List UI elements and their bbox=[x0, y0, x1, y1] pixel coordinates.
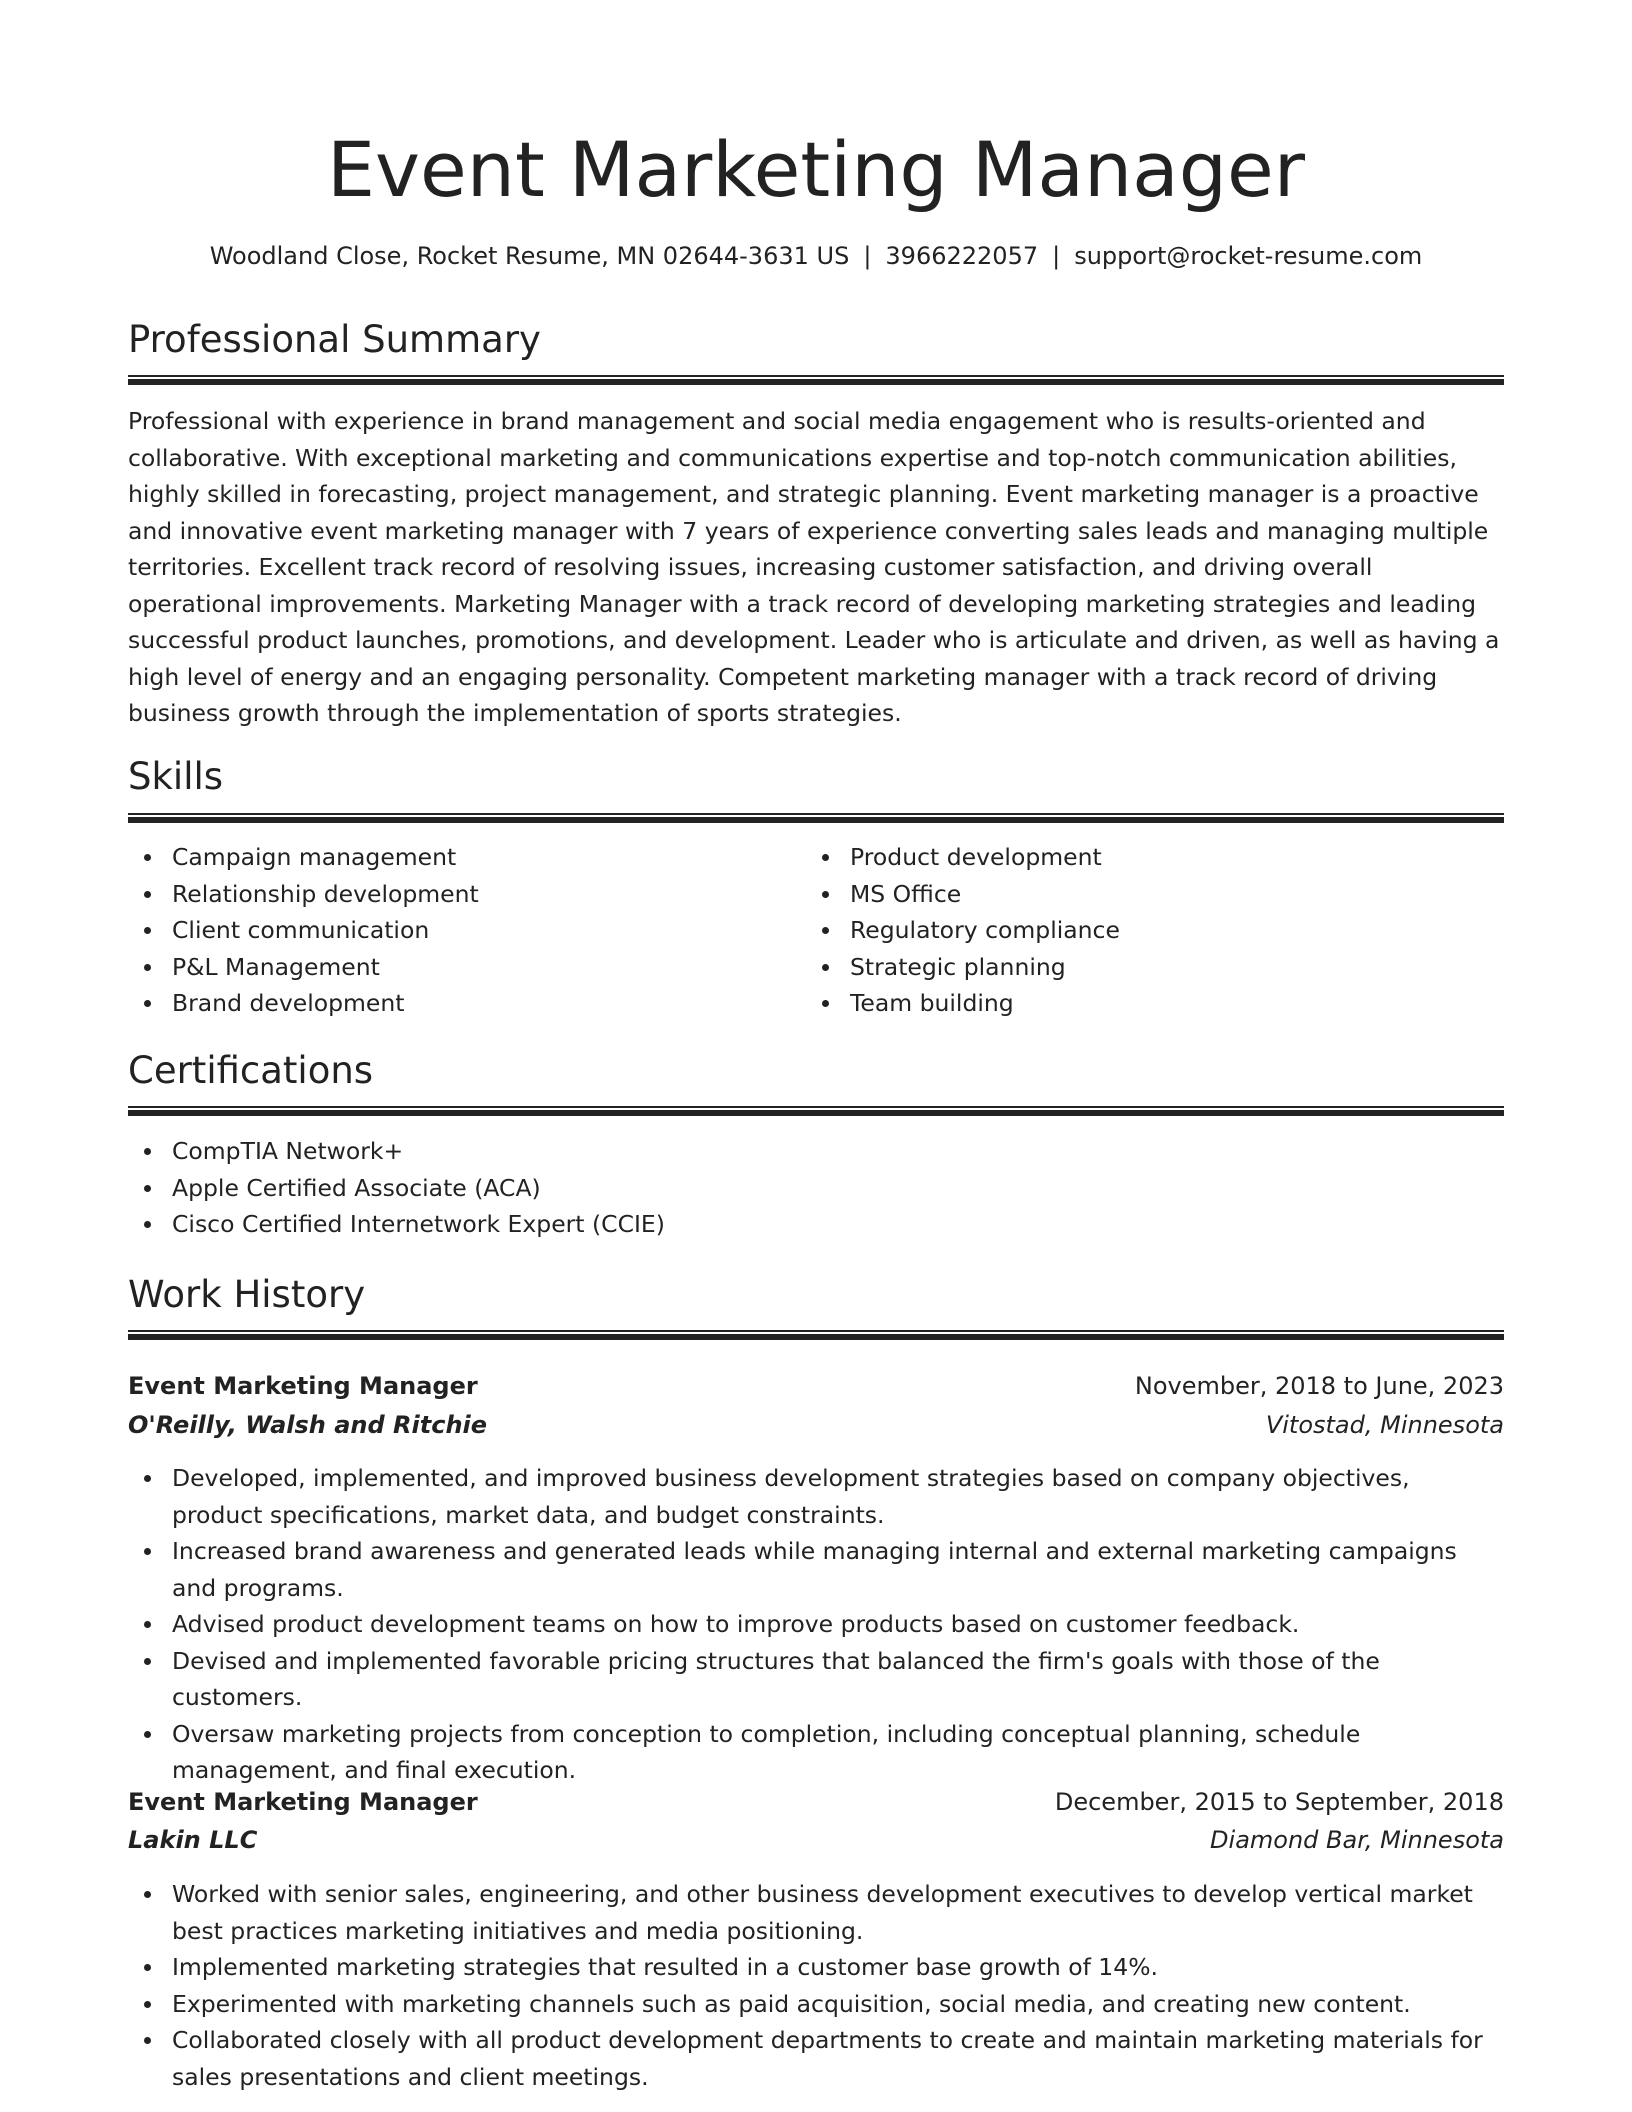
job-bullet: Developed, implemented, and improved business development strategies based on company objectives, product specifications, market data, and budget constraints. bbox=[128, 1460, 1504, 1533]
contact-separator: | bbox=[863, 242, 872, 270]
summary-text: Professional with experience in brand management and social media engagement who is results-oriented and collaborative. With exceptional marketing and communications expertise and top-notch communication abilities, highly skilled in forecasting, project management, and strategic planning. Event marketing manager is a proactive and innovative event marketing manager with 7 years of experience converting sales leads and managing multiple territories. Excellent track record of resolving issues, increasing customer satisfaction, and driving overall operational improvements. Marketing Manager with a track record of developing marketing strategies and leading successful product launches, promotions, and development. Leader who is articulate and driven, as well as having a high level of energy and an engaging personality. Competent marketing manager with a track record of driving business growth through the implementation of sports strategies. bbox=[128, 407, 1500, 727]
job-header-row bbox=[128, 1368, 1504, 1404]
skill-item: Team building bbox=[806, 985, 1504, 1022]
job-dates: December, 2015 to September, 2018 bbox=[1054, 1788, 1504, 1816]
job-bullets bbox=[128, 1460, 1504, 1789]
skills-list-left bbox=[128, 839, 800, 1022]
section-divider bbox=[128, 1106, 1504, 1116]
contact-line bbox=[0, 238, 1632, 274]
work-history-heading: Work History bbox=[128, 1273, 366, 1316]
certifications-list bbox=[128, 1133, 1504, 1243]
certification-item: CompTIA Network+ bbox=[128, 1133, 1504, 1170]
job-company: O'Reilly, Walsh and Ritchie bbox=[128, 1411, 488, 1439]
skill-item: Strategic planning bbox=[806, 949, 1504, 986]
skill-item: Client communication bbox=[128, 912, 800, 949]
job-bullet: Devised and implemented favorable pricing structures that balanced the firm's goals with those of the customers. bbox=[128, 1643, 1504, 1716]
job-company: Lakin LLC bbox=[128, 1826, 258, 1854]
job-bullet: Increased brand awareness and generated leads while managing internal and external marketing campaigns and programs. bbox=[128, 1533, 1504, 1606]
job-bullet: Advised product development teams on how to improve products based on customer feedback. bbox=[128, 1606, 1504, 1643]
contact-separator: | bbox=[1052, 242, 1061, 270]
job-bullet: Collaborated closely with all product development departments to create and maintain marketing materials for sales presentations and client meetings. bbox=[128, 2022, 1504, 2095]
skill-item: P&L Management bbox=[128, 949, 800, 986]
job-location: Diamond Bar, Minnesota bbox=[1210, 1826, 1504, 1854]
skill-item: Brand development bbox=[128, 985, 800, 1022]
job-company-row bbox=[128, 1822, 1504, 1858]
job-bullets bbox=[128, 1876, 1504, 2095]
skills-heading: Skills bbox=[128, 755, 224, 798]
contact-address: Woodland Close, Rocket Resume, MN 02644-3631 US bbox=[209, 242, 850, 270]
skill-item: MS Office bbox=[806, 876, 1504, 913]
certifications-heading: Certifications bbox=[128, 1049, 374, 1092]
skill-item: Campaign management bbox=[128, 839, 800, 876]
job-location: Vitostad, Minnesota bbox=[1265, 1411, 1504, 1439]
job-bullet: Oversaw marketing projects from conception to completion, including conceptual planning, schedule management, and final execution. bbox=[128, 1716, 1504, 1789]
job-header-row bbox=[128, 1784, 1504, 1820]
summary-heading: Professional Summary bbox=[128, 318, 541, 361]
certification-item: Apple Certified Associate (ACA) bbox=[128, 1170, 1504, 1207]
contact-phone: 3966222057 bbox=[885, 242, 1039, 270]
job-company-row bbox=[128, 1407, 1504, 1443]
skill-item: Regulatory compliance bbox=[806, 912, 1504, 949]
job-dates: November, 2018 to June, 2023 bbox=[1134, 1372, 1504, 1400]
certification-item: Cisco Certified Internetwork Expert (CCIE) bbox=[128, 1206, 1504, 1243]
section-divider bbox=[128, 375, 1504, 385]
skill-item: Product development bbox=[806, 839, 1504, 876]
job-title: Event Marketing Manager bbox=[128, 1788, 478, 1816]
section-divider bbox=[128, 813, 1504, 823]
skills-list-right bbox=[806, 839, 1504, 1022]
resume-name: Event Marketing Manager bbox=[327, 125, 1305, 214]
contact-email: support@rocket-resume.com bbox=[1074, 242, 1423, 270]
job-bullet: Experimented with marketing channels such as paid acquisition, social media, and creating new content. bbox=[128, 1986, 1504, 2023]
job-bullet: Worked with senior sales, engineering, and other business development executives to develop vertical market best practices marketing initiatives and media positioning. bbox=[128, 1876, 1504, 1949]
job-title: Event Marketing Manager bbox=[128, 1372, 478, 1400]
skill-item: Relationship development bbox=[128, 876, 800, 913]
section-divider bbox=[128, 1330, 1504, 1340]
job-bullet: Implemented marketing strategies that resulted in a customer base growth of 14%. bbox=[128, 1949, 1504, 1986]
